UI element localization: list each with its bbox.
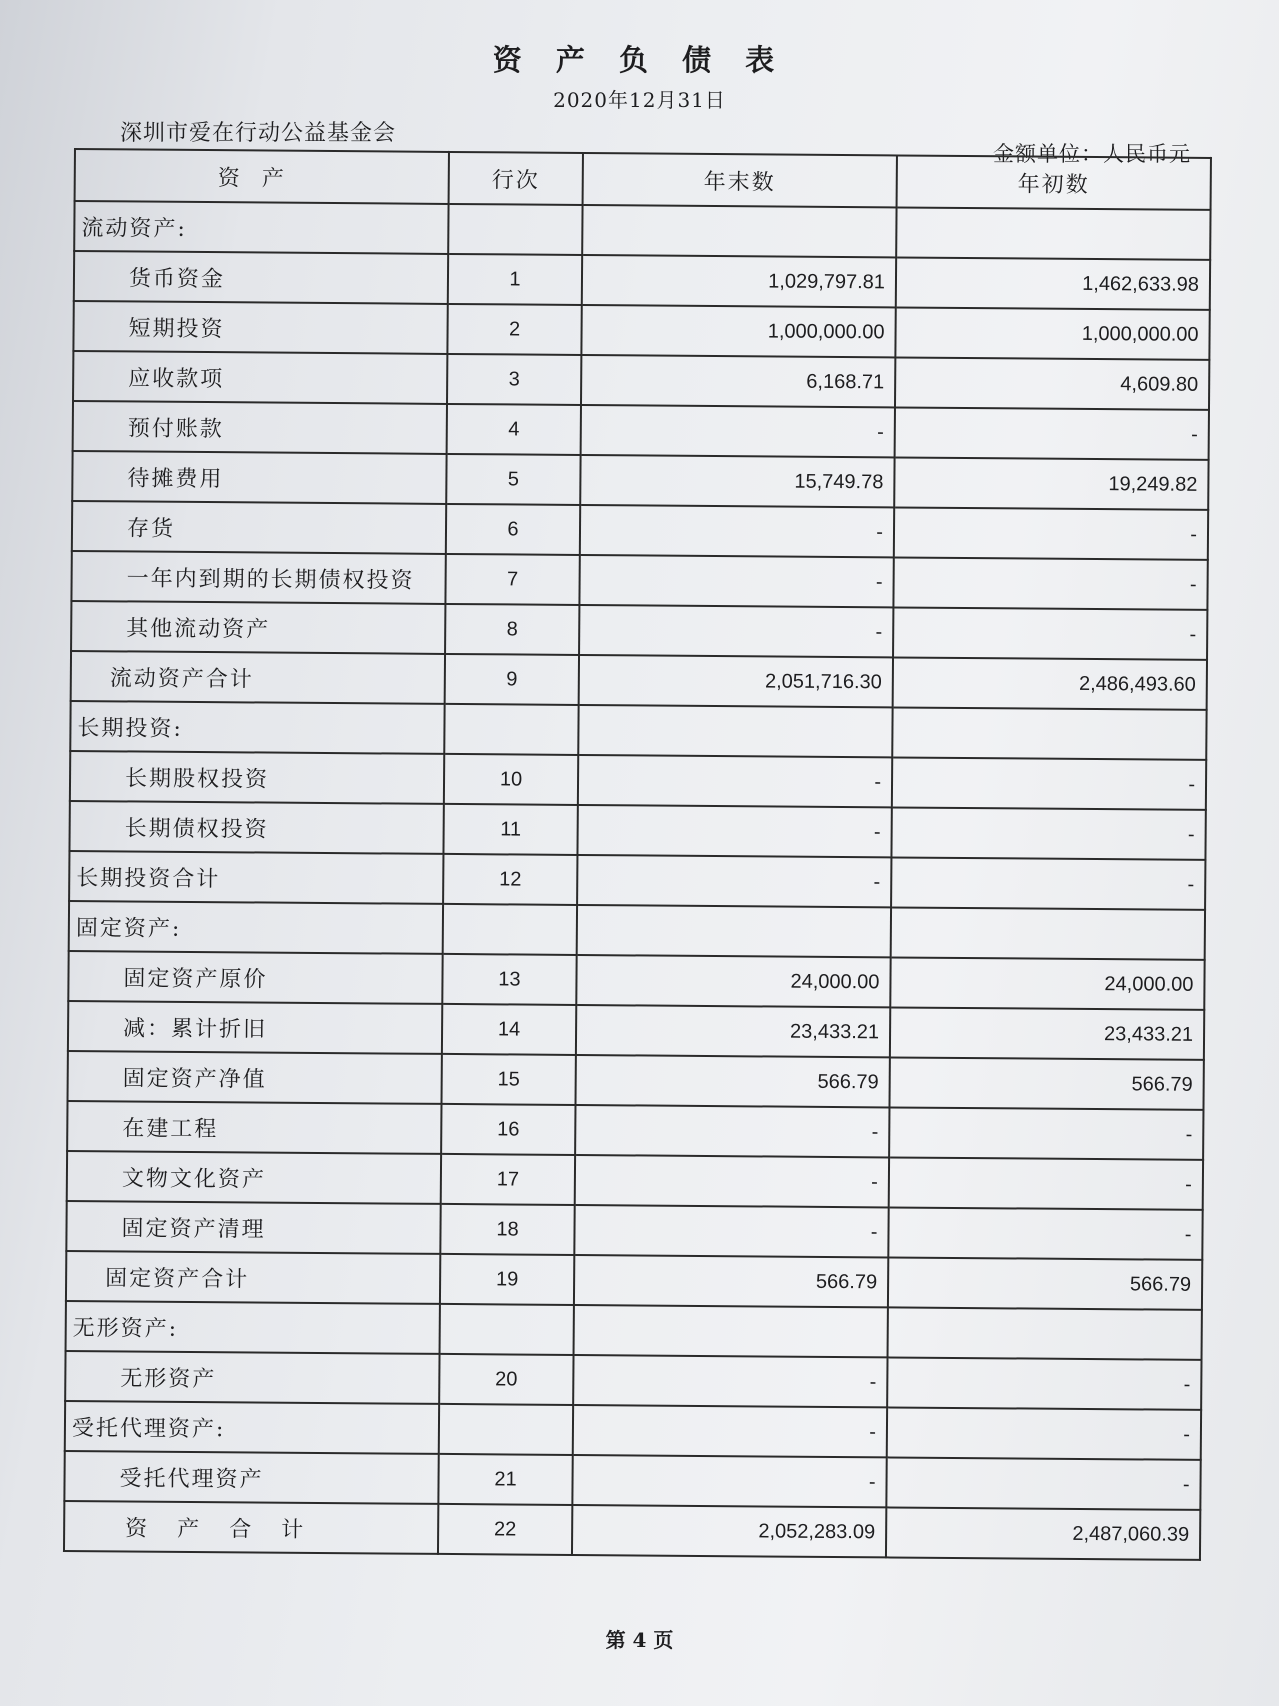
year-end-value: 1,000,000.00: [581, 305, 895, 357]
table-row: [69, 801, 1205, 860]
year-start-value: -: [892, 757, 1206, 809]
row-label: 一年内到期的长期债权投资: [71, 551, 445, 604]
balance-sheet: [63, 148, 1210, 1561]
table-row: [74, 251, 1210, 310]
year-start-value: -: [886, 1457, 1200, 1509]
row-label: 预付账款: [73, 401, 447, 454]
year-end-value: [578, 705, 892, 757]
year-start-value: 566.79: [889, 1057, 1203, 1109]
table-row: [70, 751, 1206, 810]
table-row: [71, 651, 1207, 710]
table-row: [68, 1051, 1204, 1110]
row-number: 4: [447, 404, 581, 455]
table-row: [69, 851, 1205, 910]
year-start-value: -: [889, 1157, 1203, 1209]
row-label: 无形资产: [65, 1351, 439, 1404]
year-end-value: -: [572, 1455, 886, 1507]
year-end-value: -: [577, 855, 891, 907]
year-start-value: 2,487,060.39: [886, 1507, 1200, 1559]
year-end-value: -: [575, 1155, 889, 1207]
organization-name: 深圳市爱在行动公益基金会: [120, 121, 397, 146]
row-number: 7: [445, 554, 579, 605]
row-number: 8: [445, 604, 579, 655]
table-body: [64, 201, 1211, 1560]
year-end-value: -: [581, 405, 895, 457]
row-number: 18: [440, 1204, 574, 1255]
row-number: 21: [438, 1454, 572, 1505]
year-start-value: [896, 207, 1210, 259]
year-end-value: 2,052,283.09: [572, 1505, 886, 1557]
table-row: [67, 1101, 1203, 1160]
table-row: [68, 951, 1204, 1010]
table-row: [66, 1201, 1202, 1260]
table-row: [72, 451, 1208, 510]
header-asset: 资产: [75, 149, 449, 204]
row-label: 货币资金: [74, 251, 448, 304]
year-start-value: 19,249.82: [894, 457, 1208, 509]
row-label: 长期投资:: [70, 701, 444, 754]
row-number: [439, 1404, 573, 1455]
table-row: [72, 501, 1208, 560]
year-end-value: [582, 205, 896, 257]
year-end-value: -: [577, 805, 891, 857]
year-end-value: -: [578, 755, 892, 807]
year-end-value: [577, 905, 891, 957]
year-end-value: 24,000.00: [576, 955, 890, 1007]
header-year-end: 年末数: [583, 153, 897, 207]
row-label: 待摊费用: [72, 451, 446, 504]
table-row: [68, 1001, 1204, 1060]
table-row: [69, 901, 1205, 960]
table-row: [70, 701, 1206, 760]
row-label: 资产合计: [64, 1501, 438, 1554]
row-label: 固定资产原价: [68, 951, 442, 1004]
year-start-value: -: [894, 507, 1208, 559]
row-label: 受托代理资产:: [65, 1401, 439, 1454]
row-number: 12: [443, 854, 577, 905]
year-end-value: -: [573, 1355, 887, 1407]
row-label: 长期债权投资: [69, 801, 443, 854]
row-label: 应收款项: [73, 351, 447, 404]
year-start-value: [892, 707, 1206, 759]
year-end-value: 2,051,716.30: [579, 655, 893, 707]
row-label: 固定资产清理: [66, 1201, 440, 1254]
row-number: 3: [447, 354, 581, 405]
year-end-value: -: [579, 605, 893, 657]
row-label: 流动资产合计: [71, 651, 445, 704]
row-label: 受托代理资产: [64, 1451, 438, 1504]
year-end-value: -: [579, 555, 893, 607]
year-start-value: -: [887, 1357, 1201, 1409]
year-start-value: -: [893, 607, 1207, 659]
document-title: 资 产 负 债 表: [492, 43, 787, 77]
table-row: [73, 351, 1209, 410]
table-row: [65, 1351, 1201, 1410]
row-label: 存货: [72, 501, 446, 554]
year-end-value: [574, 1305, 888, 1357]
row-number: [448, 204, 582, 255]
year-end-value: -: [574, 1205, 888, 1257]
table-header-row: [75, 149, 1211, 210]
year-start-value: 2,486,493.60: [893, 657, 1207, 709]
header-year-start: 年初数: [897, 155, 1211, 209]
row-number: 9: [445, 654, 579, 705]
row-number: 5: [446, 454, 580, 505]
table-row: [73, 301, 1209, 360]
table-row: [64, 1501, 1200, 1560]
year-start-value: -: [888, 1207, 1202, 1259]
row-number: 15: [442, 1054, 576, 1105]
row-label: 固定资产:: [69, 901, 443, 954]
table-row: [71, 601, 1207, 660]
row-number: 14: [442, 1004, 576, 1055]
table-row: [64, 1451, 1200, 1510]
table-row: [66, 1251, 1202, 1310]
year-end-value: 566.79: [574, 1255, 888, 1307]
row-number: 19: [440, 1254, 574, 1305]
year-end-value: 1,029,797.81: [582, 255, 896, 307]
row-label: 流动资产:: [74, 201, 448, 254]
table-row: [73, 401, 1209, 460]
row-number: 1: [448, 254, 582, 305]
page-number: 第 4 页: [605, 1628, 674, 1652]
year-end-value: 23,433.21: [576, 1005, 890, 1057]
year-start-value: -: [895, 407, 1209, 459]
row-number: 11: [443, 804, 577, 855]
table-row: [65, 1401, 1201, 1460]
table-row: [71, 551, 1207, 610]
row-number: 13: [442, 954, 576, 1005]
year-start-value: -: [893, 557, 1207, 609]
row-number: 16: [441, 1104, 575, 1155]
row-number: 2: [447, 304, 581, 355]
table-row: [66, 1301, 1202, 1360]
row-number: 17: [441, 1154, 575, 1205]
row-label: 文物文化资产: [67, 1151, 441, 1204]
year-start-value: 566.79: [888, 1257, 1202, 1309]
row-label: 其他流动资产: [71, 601, 445, 654]
year-start-value: 4,609.80: [895, 357, 1209, 409]
year-end-value: -: [575, 1105, 889, 1157]
row-label: 长期股权投资: [70, 751, 444, 804]
row-number: 10: [444, 754, 578, 805]
row-label: 无形资产:: [66, 1301, 440, 1354]
year-end-value: -: [573, 1405, 887, 1457]
year-start-value: 1,000,000.00: [895, 307, 1209, 359]
row-number: 22: [438, 1504, 572, 1555]
year-start-value: 23,433.21: [890, 1007, 1204, 1059]
year-start-value: -: [891, 807, 1205, 859]
year-start-value: 24,000.00: [890, 957, 1204, 1009]
year-start-value: 1,462,633.98: [896, 257, 1210, 309]
row-label: 在建工程: [67, 1101, 441, 1154]
year-start-value: [888, 1307, 1202, 1359]
year-end-value: 566.79: [575, 1055, 889, 1107]
year-start-value: -: [889, 1107, 1203, 1159]
row-label: 固定资产净值: [68, 1051, 442, 1104]
document-date: 2020年12月31日: [553, 88, 726, 112]
year-end-value: -: [580, 505, 894, 557]
year-end-value: 15,749.78: [580, 455, 894, 507]
row-number: 20: [439, 1354, 573, 1405]
row-label: 短期投资: [73, 301, 447, 354]
balance-sheet-table: [63, 148, 1212, 1561]
row-label: 长期投资合计: [69, 851, 443, 904]
row-label: 减：累计折旧: [68, 1001, 442, 1054]
year-start-value: -: [887, 1407, 1201, 1459]
currency-unit: 金额单位：人民币元: [993, 142, 1191, 166]
year-start-value: -: [891, 857, 1205, 909]
row-number: [444, 704, 578, 755]
year-end-value: 6,168.71: [581, 355, 895, 407]
year-start-value: [891, 907, 1205, 959]
header-row-number: 行次: [449, 152, 583, 205]
table-row: [74, 201, 1210, 260]
table-row: [67, 1151, 1203, 1210]
row-label: 固定资产合计: [66, 1251, 440, 1304]
row-number: 6: [446, 504, 580, 555]
row-number: [440, 1304, 574, 1355]
row-number: [443, 904, 577, 955]
